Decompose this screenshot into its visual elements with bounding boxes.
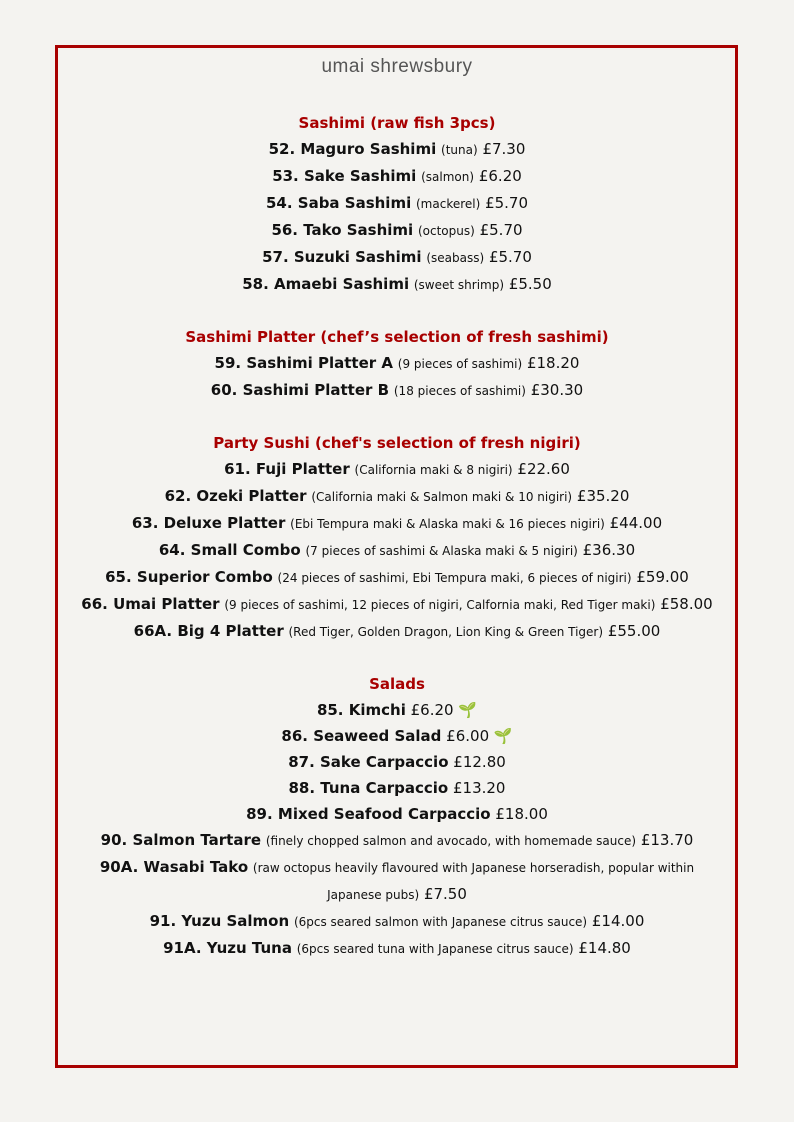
menu-item: [72, 801, 722, 827]
item-description: (tuna): [441, 143, 478, 157]
item-description: (salmon): [421, 170, 475, 184]
menu-item: [72, 510, 722, 537]
item-price: £13.70: [640, 831, 694, 849]
item-name: 89. Mixed Seafood Carpaccio: [246, 805, 491, 823]
menu-item: [72, 456, 722, 483]
item-name: 66. Umai Platter: [81, 595, 220, 613]
menu-item: [72, 190, 722, 217]
item-name: 85. Kimchi: [316, 701, 406, 719]
menu-item: [72, 564, 722, 591]
item-price: £14.80: [578, 939, 631, 957]
item-description: (Red Tiger, Golden Dragon, Lion King & Green Tiger): [288, 625, 604, 639]
item-description: (9 pieces of sashimi): [397, 357, 523, 371]
item-price: £6.20: [410, 701, 454, 719]
item-description: (octopus): [417, 224, 475, 238]
item-price: £18.00: [495, 805, 548, 823]
menu-item: [72, 377, 722, 404]
item-description: (mackerel): [416, 197, 481, 211]
item-price: £44.00: [609, 514, 663, 532]
item-name: 88. Tuna Carpaccio: [288, 779, 449, 797]
item-price: £59.00: [636, 568, 689, 586]
item-description: (sweet shrimp): [413, 278, 505, 292]
menu-section: [72, 430, 722, 645]
menu-content: [72, 110, 722, 988]
vegetarian-sprout-icon: 🌱: [493, 727, 513, 745]
section-heading: Sashimi Platter (chef’s selection of fresh sashimi): [185, 328, 609, 346]
item-price: £30.30: [530, 381, 584, 399]
item-name: 87. Sake Carpaccio: [288, 753, 449, 771]
menu-item: [72, 537, 722, 564]
menu-item: [72, 136, 722, 163]
item-name: 91A. Yuzu Tuna: [163, 939, 292, 957]
item-price: £36.30: [582, 541, 636, 559]
item-description: (18 pieces of sashimi): [393, 384, 526, 398]
section-heading: Salads: [369, 675, 425, 693]
item-name: 62. Ozeki Platter: [164, 487, 307, 505]
item-description: (Ebi Tempura maki & Alaska maki & 16 pieces nigiri): [290, 517, 605, 531]
menu-item: [72, 271, 722, 298]
menu-section: [72, 110, 722, 298]
menu-section: [72, 671, 722, 962]
item-description: (raw octopus heavily flavoured with Japanese horseradish, popular within Japanese pubs): [252, 861, 695, 902]
item-name: 59. Sashimi Platter A: [214, 354, 393, 372]
item-price: £7.50: [423, 885, 467, 903]
menu-item: [72, 483, 722, 510]
menu-item: [72, 591, 722, 618]
menu-item: [72, 217, 722, 244]
menu-item: [72, 827, 722, 854]
item-description: (6pcs seared tuna with Japanese citrus sauce): [296, 942, 574, 956]
restaurant-title: umai shrewsbury: [321, 56, 473, 77]
menu-item: [72, 775, 722, 801]
item-name: 63. Deluxe Platter: [131, 514, 286, 532]
item-description: (7 pieces of sashimi & Alaska maki & 5 nigiri): [305, 544, 578, 558]
item-price: £58.00: [660, 595, 713, 613]
menu-item: [72, 697, 722, 723]
menu-item: [72, 350, 722, 377]
item-name: 64. Small Combo: [158, 541, 301, 559]
menu-item: [72, 854, 722, 908]
menu-item: [72, 163, 722, 190]
item-description: (6pcs seared salmon with Japanese citrus sauce): [293, 915, 588, 929]
item-price: £35.20: [576, 487, 630, 505]
item-name: 86. Seaweed Salad: [281, 727, 442, 745]
item-description: (finely chopped salmon and avocado, with homemade sauce): [265, 834, 637, 848]
item-name: 54. Saba Sashimi: [265, 194, 412, 212]
item-name: 60. Sashimi Platter B: [210, 381, 390, 399]
item-price: £6.20: [478, 167, 522, 185]
item-description: (California maki & 8 nigiri): [354, 463, 513, 477]
menu-item: [72, 749, 722, 775]
item-name: 65. Superior Combo: [105, 568, 273, 586]
item-description: (24 pieces of sashimi, Ebi Tempura maki, 6 pieces of nigiri): [277, 571, 632, 585]
item-name: 66A. Big 4 Platter: [133, 622, 284, 640]
menu-item: [72, 618, 722, 645]
item-name: 52. Maguro Sashimi: [268, 140, 437, 158]
section-heading: Party Sushi (chef's selection of fresh nigiri): [213, 434, 581, 452]
item-name: 90. Salmon Tartare: [100, 831, 262, 849]
item-price: £6.00: [446, 727, 490, 745]
item-price: £22.60: [517, 460, 570, 478]
item-price: £7.30: [482, 140, 526, 158]
item-price: £55.00: [607, 622, 661, 640]
item-name: 57. Suzuki Sashimi: [262, 248, 422, 266]
item-description: (seabass): [426, 251, 485, 265]
item-name: 90A. Wasabi Tako: [99, 858, 249, 876]
vegetarian-sprout-icon: 🌱: [458, 701, 478, 719]
item-price: £5.70: [488, 248, 532, 266]
item-name: 91. Yuzu Salmon: [149, 912, 290, 930]
item-name: 56. Tako Sashimi: [271, 221, 414, 239]
item-name: 53. Sake Sashimi: [272, 167, 417, 185]
item-name: 61. Fuji Platter: [224, 460, 350, 478]
menu-item: [72, 723, 722, 749]
menu-item: [72, 244, 722, 271]
menu-item: [72, 908, 722, 935]
item-price: £13.20: [452, 779, 506, 797]
item-price: £5.70: [479, 221, 523, 239]
item-name: 58. Amaebi Sashimi: [242, 275, 410, 293]
item-description: (9 pieces of sashimi, 12 pieces of nigiri, Calfornia maki, Red Tiger maki): [224, 598, 656, 612]
section-heading: Sashimi (raw fish 3pcs): [298, 114, 496, 132]
item-price: £18.20: [526, 354, 580, 372]
item-price: £12.80: [453, 753, 506, 771]
item-price: £5.50: [508, 275, 552, 293]
item-price: £14.00: [591, 912, 645, 930]
menu-section: [72, 324, 722, 404]
item-price: £5.70: [485, 194, 529, 212]
menu-item: [72, 935, 722, 962]
item-description: (California maki & Salmon maki & 10 nigiri): [311, 490, 573, 504]
